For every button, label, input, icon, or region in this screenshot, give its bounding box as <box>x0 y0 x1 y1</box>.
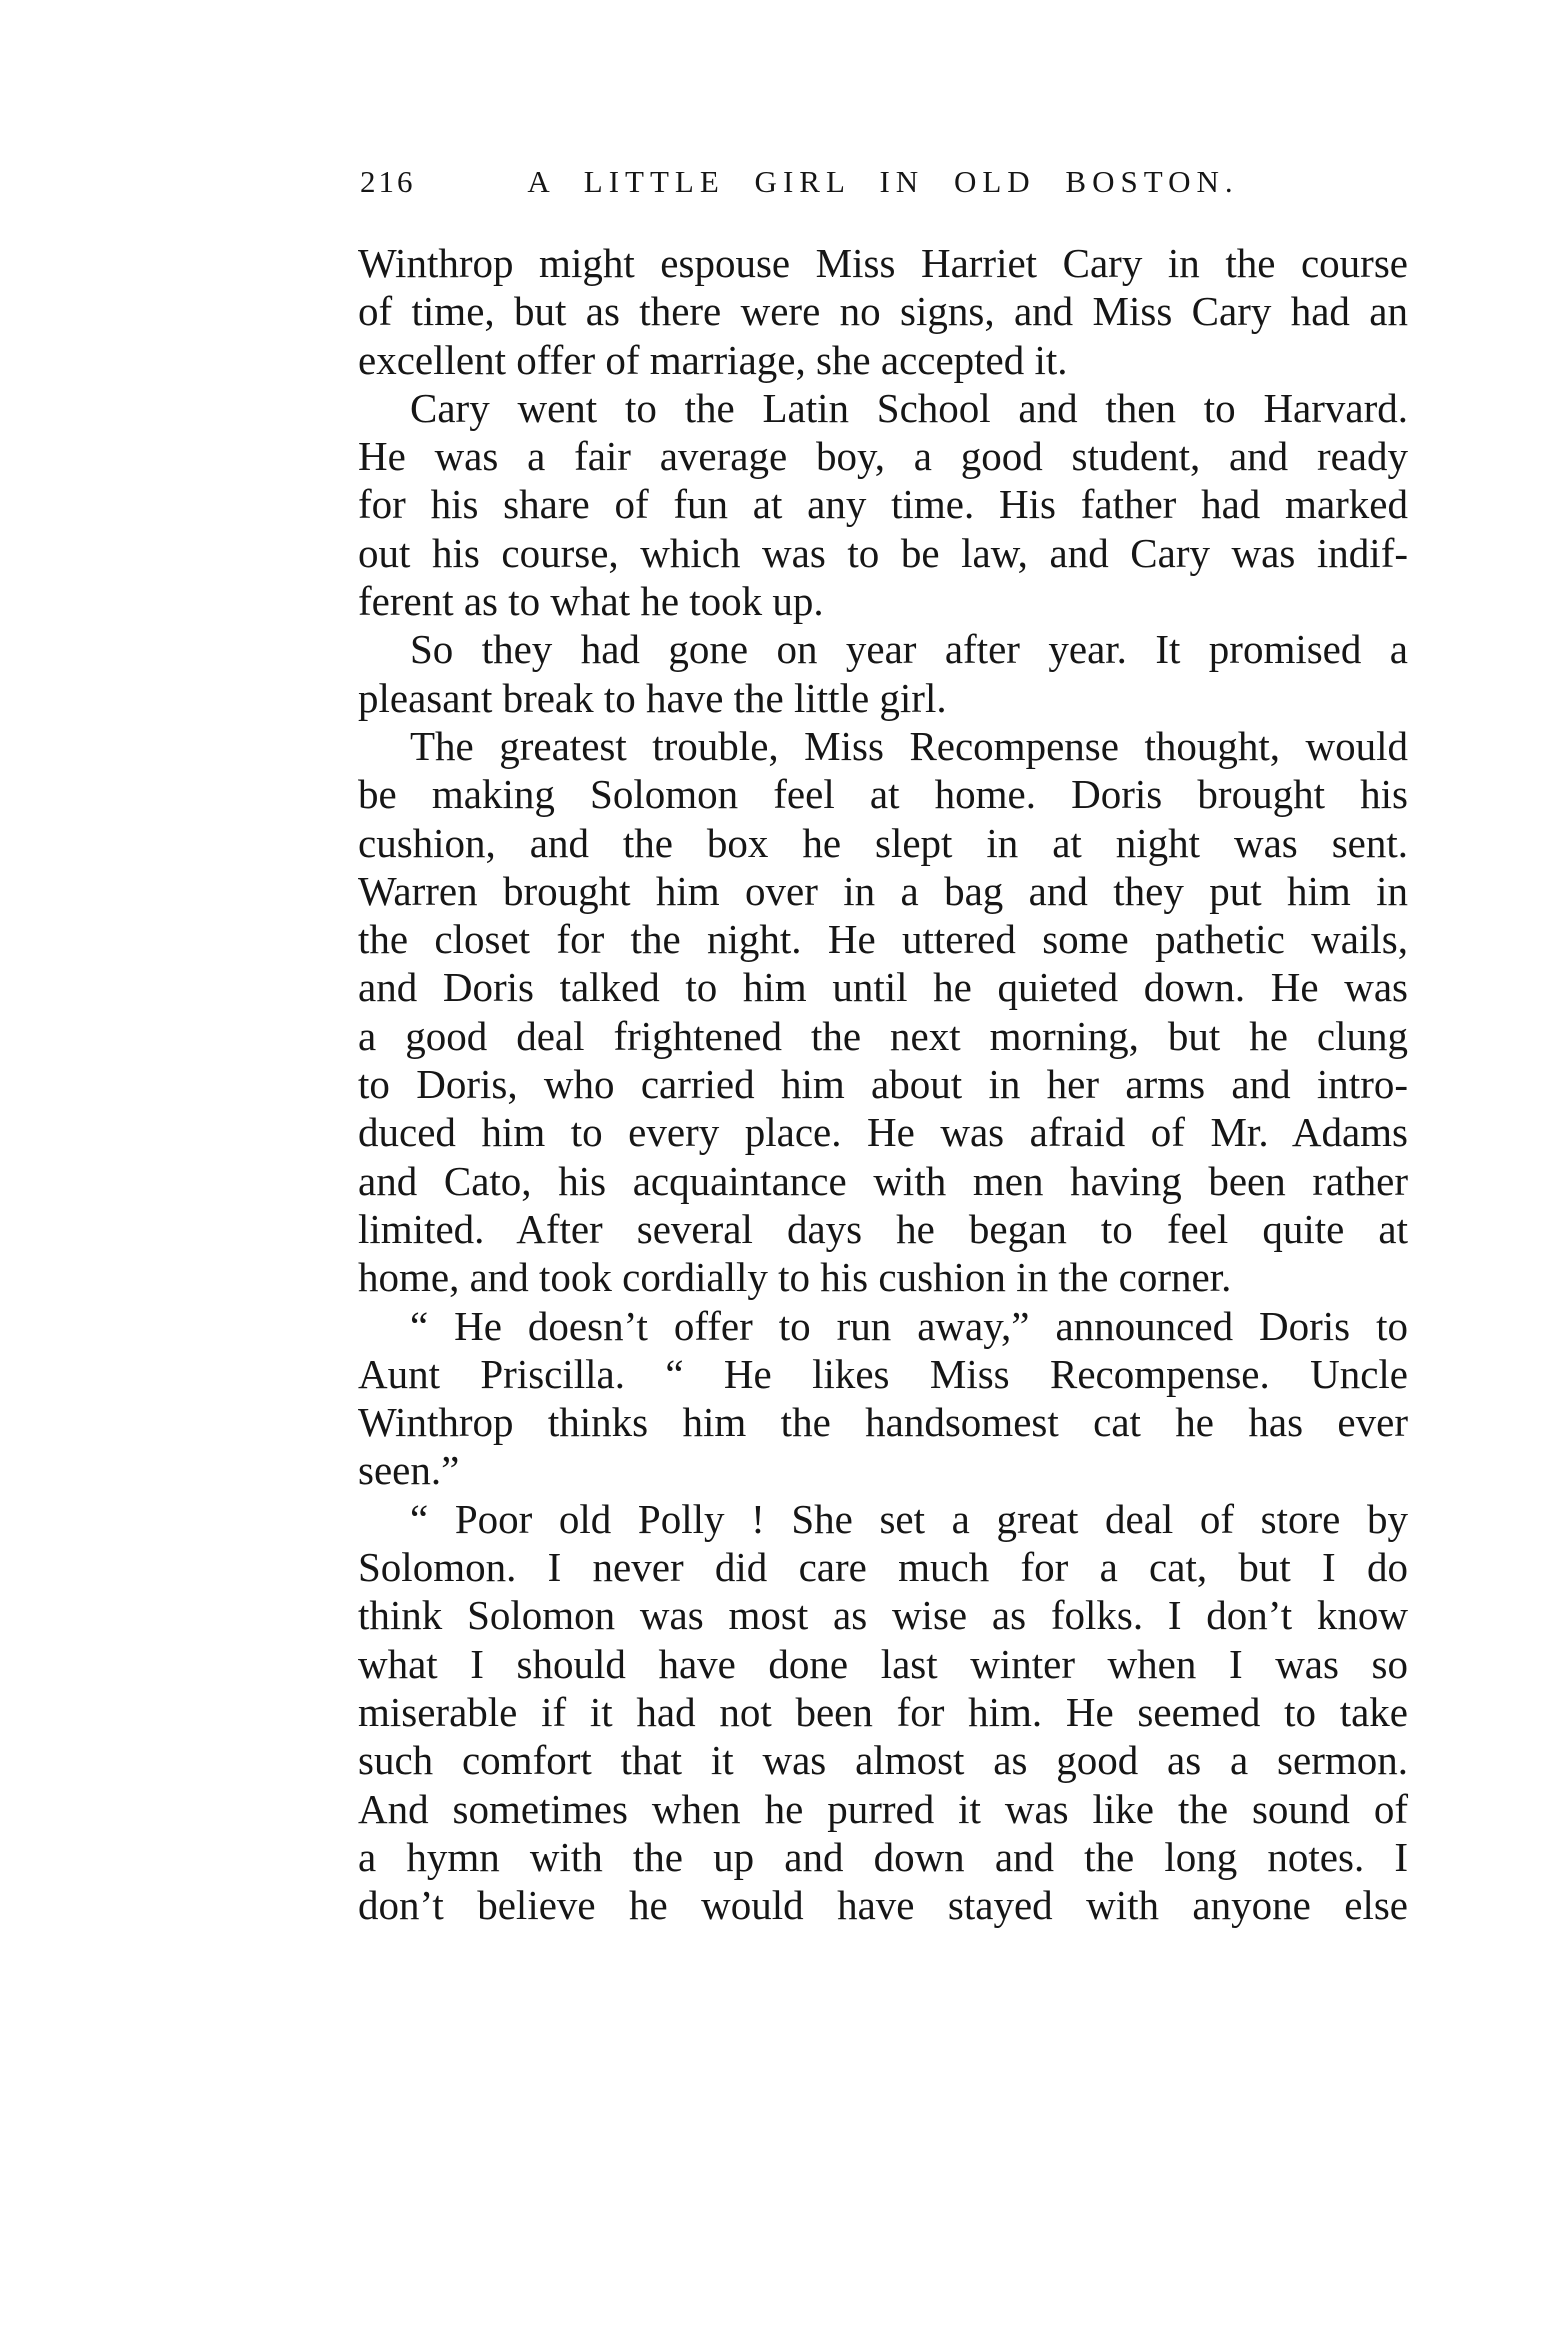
text-line: Winthrop might espouse Miss Harriet Cary in the course <box>358 240 1408 286</box>
page-number: 216 <box>360 164 416 199</box>
text-line: the closet for the night. He uttered some pathetic wails, <box>358 916 1408 963</box>
text-line: duced him to every place. He was afraid of Mr. Adams <box>358 1109 1408 1156</box>
text-line: Solomon. I never did care much for a cat, but I do <box>358 1544 1408 1591</box>
text-line: be making Solomon feel at home. Doris brought his <box>358 771 1408 818</box>
text-line: Cary went to the Latin School and then to Harvard. <box>410 384 1408 431</box>
text-line: Aunt Priscilla. “ He likes Miss Recompense. Uncle <box>358 1350 1408 1397</box>
text-line: out his course, which was to be law, and Cary was indif- <box>358 529 1408 576</box>
text-line: pleasant break to have the little girl. <box>358 674 947 721</box>
text-line: cushion, and the box he slept in at night was sent. <box>358 819 1408 866</box>
text-line: of time, but as there were no signs, and Miss Cary had an <box>358 288 1408 335</box>
text-line: what I should have done last winter when I was so <box>358 1640 1408 1687</box>
text-line: And sometimes when he purred it was like the sound of <box>358 1785 1408 1832</box>
text-line: Winthrop thinks him the handsomest cat he has ever <box>358 1399 1408 1446</box>
text-line: Warren brought him over in a bag and they put him in <box>358 867 1408 914</box>
text-line: don’t believe he would have stayed with anyone else <box>358 1882 1408 1929</box>
text-line: excellent offer of marriage, she accepted it. <box>358 336 1068 383</box>
text-line: miserable if it had not been for him. He seemed to take <box>358 1688 1408 1735</box>
text-line: such comfort that it was almost as good as a sermon. <box>358 1737 1408 1784</box>
text-line: a good deal frightened the next morning, but he clung <box>358 1012 1408 1059</box>
text-line: for his share of fun at any time. His father had marked <box>358 481 1408 528</box>
text-line: seen.” <box>358 1447 460 1494</box>
text-line: limited. After several days he began to feel quite at <box>358 1205 1408 1252</box>
text-line: The greatest trouble, Miss Recompense thought, would <box>410 722 1408 769</box>
text-line: and Cato, his acquaintance with men having been rather <box>358 1157 1408 1204</box>
text-line: “ Poor old Polly ! She set a great deal of store by <box>410 1495 1408 1542</box>
text-line: So they had gone on year after year. It promised a <box>410 626 1408 673</box>
text-line: He was a fair average boy, a good student, and ready <box>358 433 1408 480</box>
text-line: and Doris talked to him until he quieted down. He was <box>358 964 1408 1011</box>
running-title: A LITTLE GIRL IN OLD BOSTON. <box>527 164 1239 199</box>
text-line: “ He doesn’t offer to run away,” announced Doris to <box>410 1302 1408 1349</box>
text-line: to Doris, who carried him about in her arms and intro- <box>358 1061 1408 1108</box>
text-line: home, and took cordially to his cushion in the corner. <box>358 1254 1232 1301</box>
text-line: ferent as to what he took up. <box>358 578 824 625</box>
running-header <box>358 160 1408 208</box>
body-text <box>358 239 1408 1929</box>
text-line: think Solomon was most as wise as folks. I don’t know <box>358 1592 1408 1639</box>
text-line: a hymn with the up and down and the long notes. I <box>358 1833 1408 1880</box>
